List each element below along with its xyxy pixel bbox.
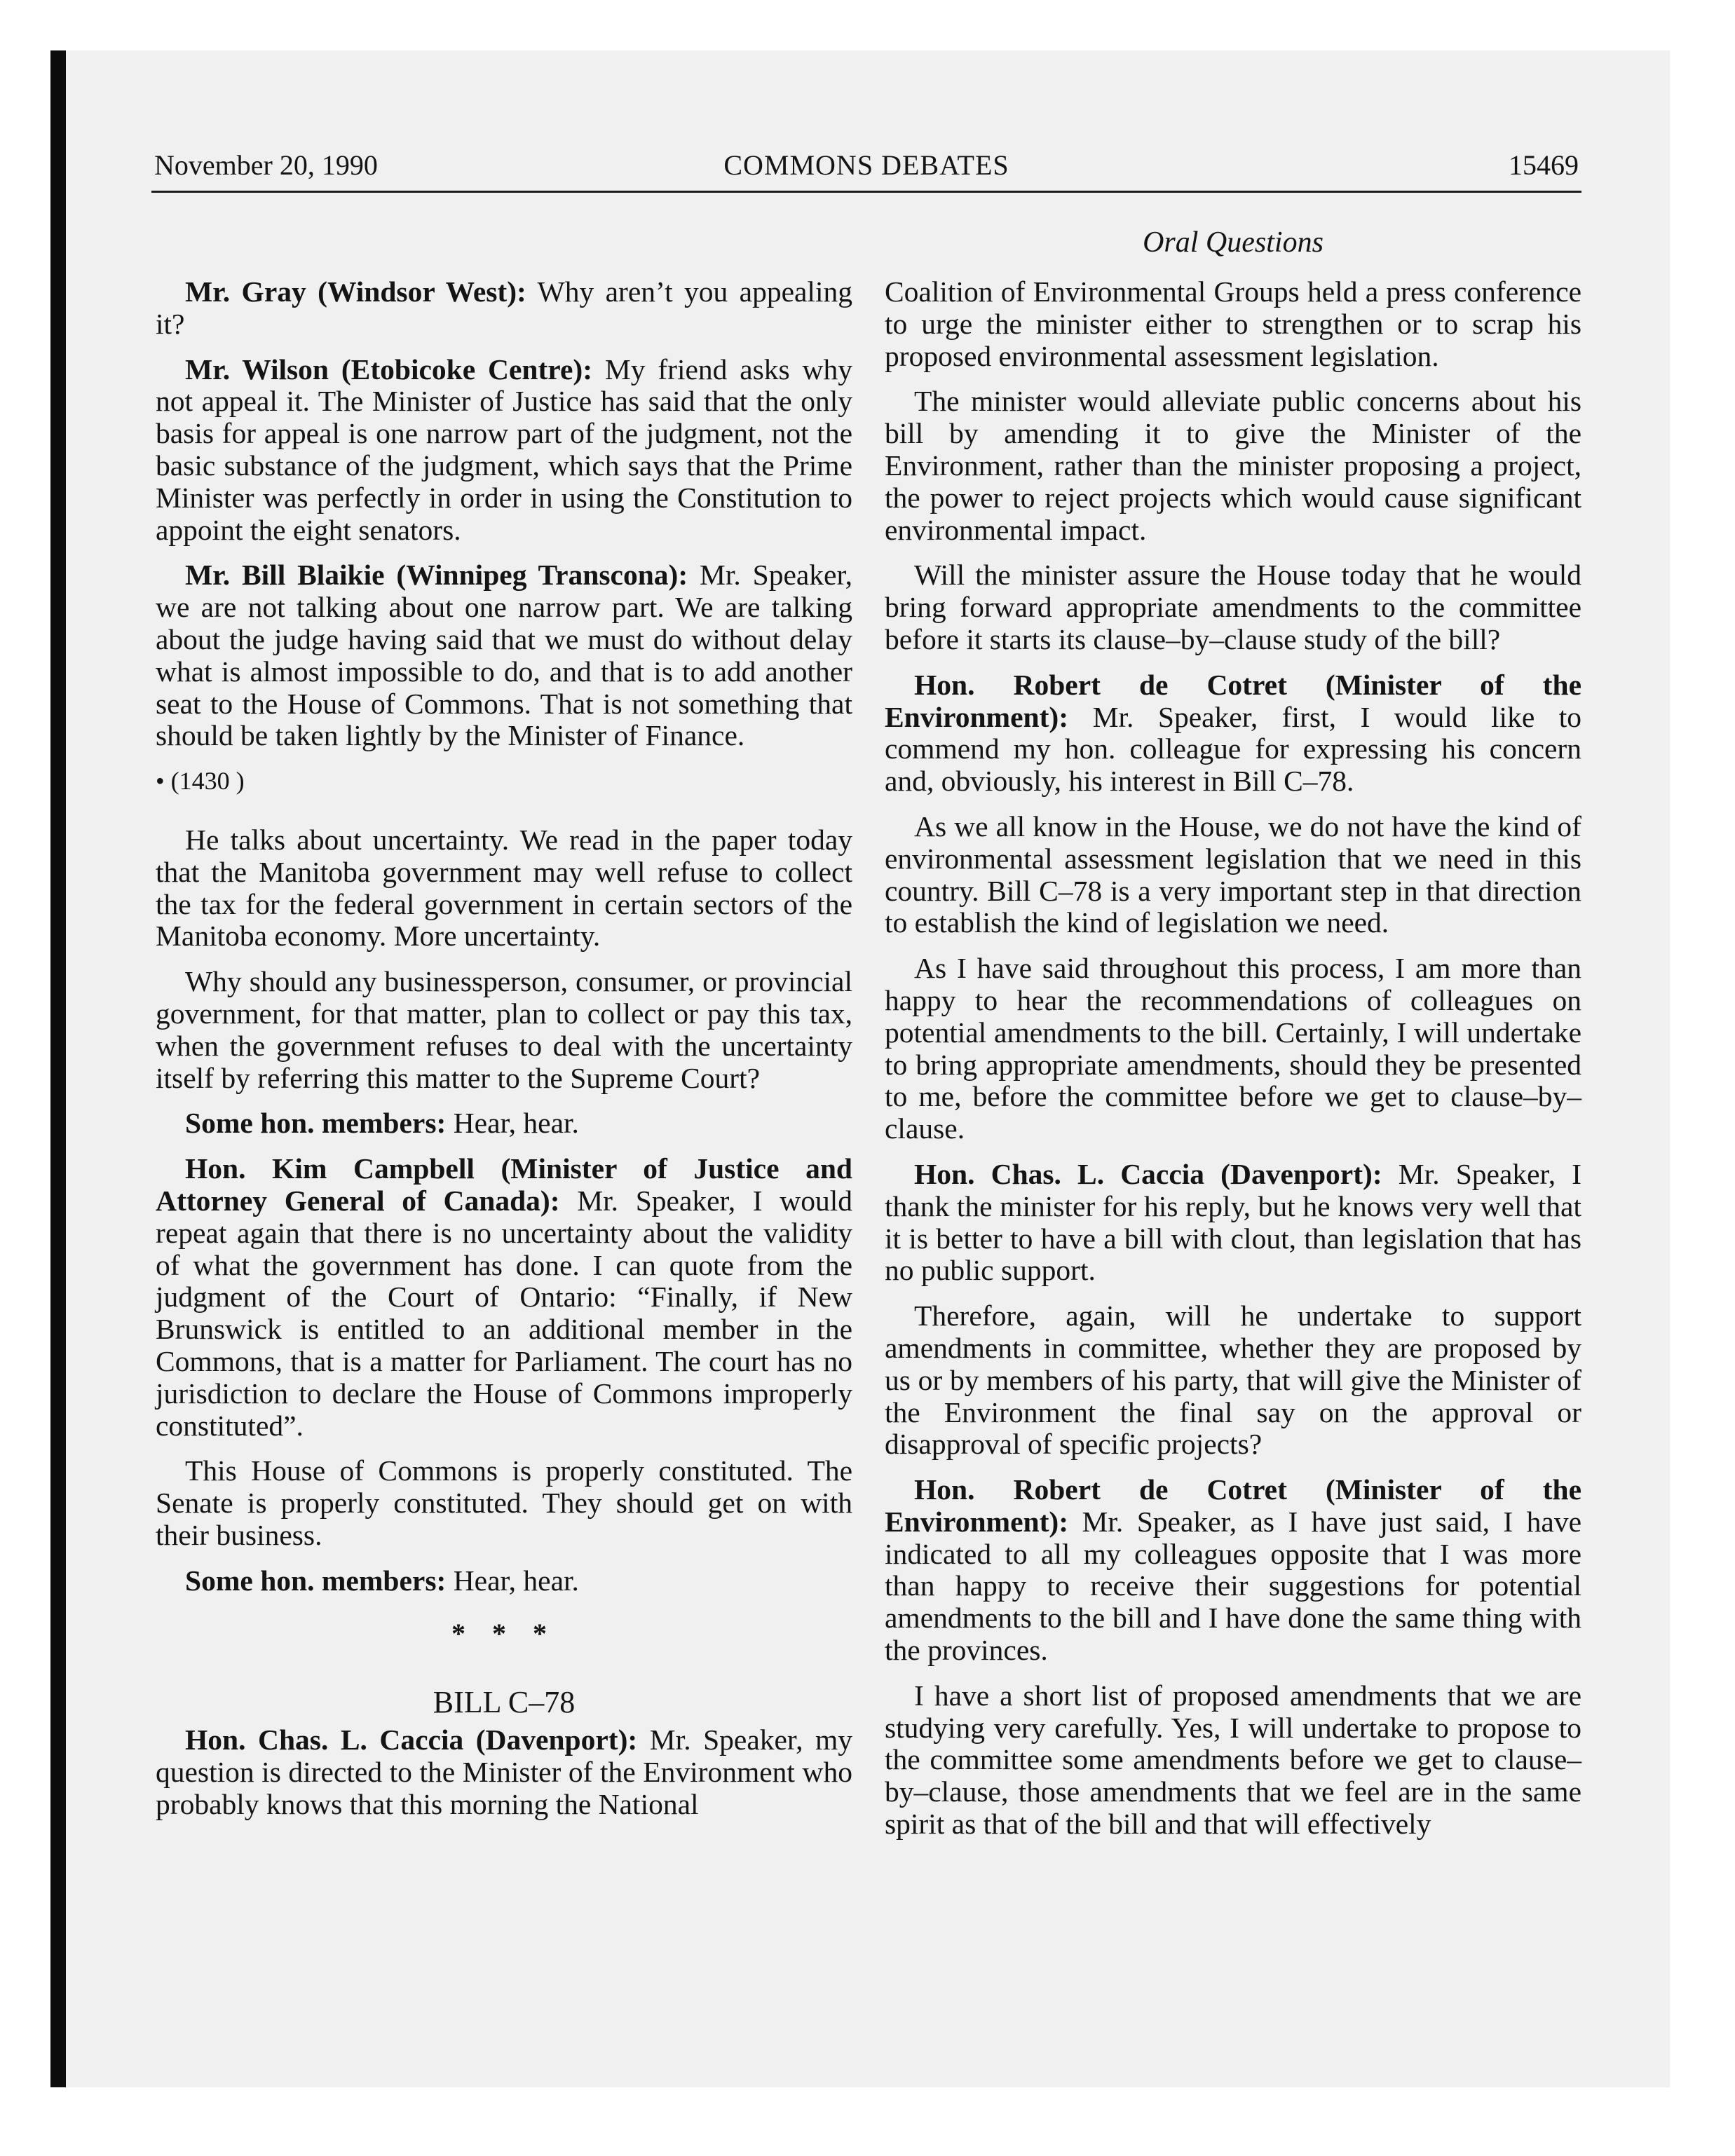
speaker-name: Mr. Gray (Windsor West): bbox=[185, 275, 526, 308]
speaker-name: Hon. Robert de Cotret (Minister of the Environment): bbox=[885, 668, 1581, 733]
speaker-name: Hon. Robert de Cotret (Minister of the Environment): bbox=[885, 1473, 1581, 1538]
paragraph bbox=[156, 559, 852, 752]
scan-dark-edge bbox=[50, 50, 66, 2087]
paragraph: Why should any businessperson, consumer, or provincial government, for that matter, plan to collect or pay this tax, when the government refuses to deal with the uncertainty itself by referring this matter to the Supreme Court? bbox=[156, 965, 852, 1094]
paragraph bbox=[156, 1107, 852, 1140]
paragraph bbox=[156, 1724, 852, 1820]
paragraph bbox=[156, 1565, 852, 1597]
speaker-name: Hon. Kim Campbell (Minister of Justice and Attorney General of Canada): bbox=[156, 1152, 852, 1217]
speech-text: Mr. Speaker, I thank the minister for his reply, but he knows very well that it is better to have a bill with clout, than legislation that has no public support. bbox=[885, 1157, 1582, 1287]
header-page-number: 15469 bbox=[1509, 149, 1579, 181]
right-column bbox=[885, 276, 1581, 1854]
running-header bbox=[151, 149, 1581, 193]
section-heading: Oral Questions bbox=[1143, 226, 1324, 259]
speaker-name: Mr. Wilson (Etobicoke Centre): bbox=[185, 353, 593, 386]
paragraph: Will the minister assure the House today that he would bring forward appropriate amendments to the committee before it starts its clause–by–clause study of the bill? bbox=[885, 559, 1581, 655]
speech-text: Hear, hear. bbox=[453, 1107, 579, 1140]
paragraph: The minister would alleviate public concerns about his bill by amending it to give the Minister of the Environment, rather than the minister proposing a project, the power to reject projects which would cause significant environmental impact. bbox=[885, 385, 1581, 546]
paragraph bbox=[885, 669, 1581, 798]
paragraph bbox=[156, 354, 852, 547]
paragraph bbox=[885, 1159, 1581, 1287]
paragraph: Coalition of Environmental Groups held a press conference to urge the minister either to strengthen or to scrap his proposed environmental assessment legislation. bbox=[885, 275, 1581, 372]
paragraph: I have a short list of proposed amendments that we are studying very carefully. Yes, I will undertake to propose to the committee some amendments before we get to clause–by–clause, those amendments that we feel are in the same spirit as that of the bill and that will effectively bbox=[885, 1679, 1581, 1841]
speech-text: Mr. Speaker, as I have just said, I have indicated to all my colleagues opposite that I was more than happy to receive their suggestions for potential amendments to the bill and I have done the same thing with the provinces. bbox=[885, 1505, 1581, 1667]
paragraph bbox=[156, 276, 852, 341]
speaker-name: Some hon. members: bbox=[185, 1107, 447, 1140]
speech-text: Mr. Speaker, we are not talking about one narrow part. We are talking about the judge having said that we must do without delay what is almost impossible to do, and that is to add another seat to the House of Commons. That is not something that should be taken lightly by the Minister of Finance. bbox=[156, 559, 852, 752]
paragraph: Therefore, again, will he undertake to support amendments in committee, whether they are proposed by us or by members of his party, that will give the Minister of the Environment the final say on the approval or disapproval of specific projects? bbox=[885, 1299, 1581, 1461]
speaker-name: Hon. Chas. L. Caccia (Davenport): bbox=[185, 1724, 638, 1756]
speech-text: Mr. Speaker, my question is directed to the Minister of the Environment who probably knows that this morning the National bbox=[156, 1724, 852, 1820]
paragraph: This House of Commons is properly constituted. The Senate is properly constituted. They should get on with their business. bbox=[156, 1454, 852, 1551]
header-date: November 20, 1990 bbox=[154, 149, 378, 181]
header-publication: COMMONS DEBATES bbox=[723, 149, 1009, 181]
speech-text: Mr. Speaker, I would repeat again that there is no uncertainty about the validity of what the government has done. I can quote from the judgment of the Court of Ontario: “Finally, if New Brunswick is entitled to an additional member in the Commons, that is a matter for Parliament. The court has no jurisdiction to declare the House of Commons improperly constituted”. bbox=[156, 1184, 853, 1442]
speech-text: My friend asks why not appeal it. The Minister of Justice has said that the only basis for appeal is one narrow part of the judgment, not the basic substance of the judgment, which says that the Prime Minister was perfectly in order in using the Constitution to appoint the eight senators. bbox=[156, 353, 852, 546]
speech-text: Hear, hear. bbox=[453, 1564, 579, 1597]
time-marker: • (1430 ) bbox=[156, 767, 245, 796]
section-separator: * * * bbox=[451, 1618, 557, 1650]
paragraph bbox=[156, 1153, 852, 1442]
paragraph: He talks about uncertainty. We read in the paper today that the Manitoba government may well refuse to collect the tax for the federal government in certain sectors of the Manitoba economy. More uncertainty. bbox=[156, 823, 852, 953]
paragraph: As we all know in the House, we do not have the kind of environmental assessment legislation that we need in this country. Bill C–78 is a very important step in that direction to establish the kind of legislation we need. bbox=[885, 810, 1581, 939]
left-column bbox=[156, 276, 852, 1834]
speaker-name: Hon. Chas. L. Caccia (Davenport): bbox=[914, 1157, 1382, 1190]
bill-heading: BILL C–78 bbox=[433, 1685, 576, 1720]
speech-text: Mr. Speaker, first, I would like to commend my hon. colleague for expressing his concern and, obviously, his interest in Bill C–78. bbox=[885, 700, 1582, 798]
speaker-name: Some hon. members: bbox=[185, 1564, 447, 1597]
speech-text: Why aren’t you appealing it? bbox=[156, 275, 852, 340]
speaker-name: Mr. Bill Blaikie (Winnipeg Transcona): bbox=[185, 559, 688, 592]
paragraph: As I have said throughout this process, I am more than happy to hear the recommendations of colleagues on potential amendments to the bill. Certainly, I will undertake to bring appropriate amendments, should they be presented to me, before the committee before we get to clause–by–clause. bbox=[885, 952, 1581, 1145]
paragraph bbox=[885, 1474, 1581, 1667]
